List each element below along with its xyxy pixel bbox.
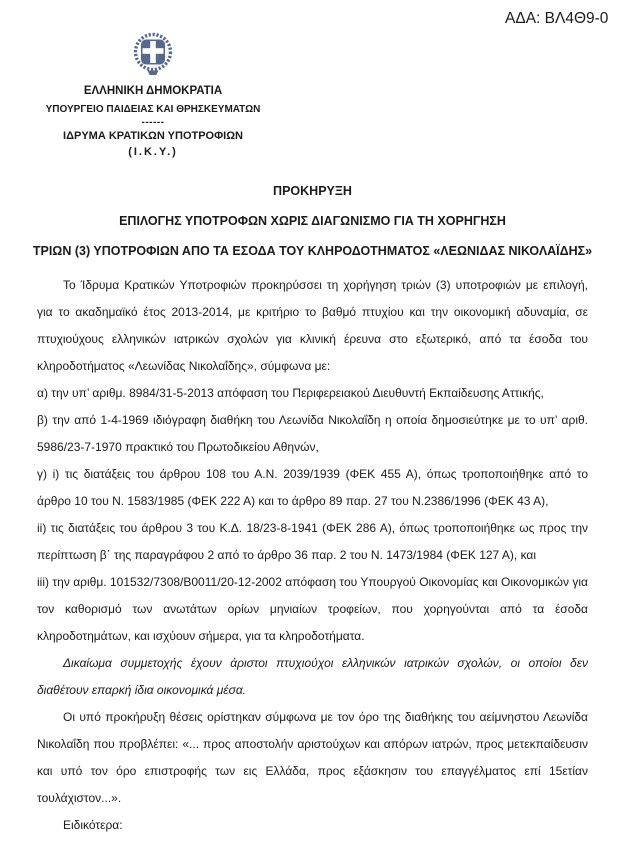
title-line-3: ΤΡΙΩΝ (3) ΥΠΟΤΡΟΦΙΩΝ ΑΠΟ ΤΑ ΕΣΟΔΑ ΤΟΥ ΚΛΗΡΟΔΟΤΗΜΑΤΟΣ «ΛΕΩΝΙΔΑΣ ΝΙΚΟΛΑΪΔΗΣ» — [32, 244, 593, 258]
letterhead — [18, 31, 288, 159]
hellenic-coat-of-arms-icon — [130, 31, 176, 79]
paragraph-item-c-i: γ) i) τις διατάξεις του άρθρου 108 του Α.Ν. 2039/1939 (ΦΕΚ 455 Α), όπως τροποποιήθηκε από το άρθρο 10 του Ν. 1583/1985 (ΦΕΚ 222 Α) και το άρθρο 89 παρ. 27 του Ν.2386/1996 (ΦΕΚ 43 Α), — [37, 467, 588, 508]
paragraph-will-quote: Οι υπό προκήρυξη θέσεις ορίστηκαν σύμφωνα με τον όρο της διαθήκης του αείμνηστου Λεωνίδα Νικολαΐδη που προβλέπει: «... προς αποστολήν αριστούχων και απόρων ιατρών, προς μετεκπαίδευσιν και υπό τον όρο επιστροφής των εις Ελλάδα, προς εξάσκησιν του επαγγέλματος επί 15ετίαν τουλάχιστον...». — [37, 710, 588, 805]
letterhead-foundation-abbreviation: (Ι.Κ.Υ.) — [128, 145, 178, 158]
letterhead-ministry: ΥΠΟΥΡΓΕΙΟ ΠΑΙΔΕΙΑΣ ΚΑΙ ΘΡΗΣΚΕΥΜΑΤΩΝ — [45, 103, 261, 115]
letterhead-republic: ΕΛΛΗΝΙΚΗ ΔΗΜΟΚΡΑΤΙΑ — [83, 85, 223, 97]
letterhead-foundation: ΙΔΡΥΜΑ ΚΡΑΤΙΚΩΝ ΥΠΟΤΡΟΦΙΩΝ — [63, 129, 243, 142]
paragraph-more-specifically: Ειδικότερα: — [63, 818, 123, 832]
paragraph-item-c-ii: ii) τις διατάξεις του άρθρου 3 του Κ.Δ. 18/23-8-1941 (ΦΕΚ 286 Α), όπως τροποποιήθηκε ως προς την περίπτωση β΄ της παραγράφου 2 από το άρθρο 36 παρ. 2 του Ν. 1473/1984 (ΦΕΚ 127 Α), και — [37, 521, 588, 562]
paragraph-item-b: β) την από 1-4-1969 ιδιόγραφη διαθήκη του Λεωνίδα Νικολαΐδη η οποία δημοσιεύτηκε με το υπ’ αριθ. 5986/23-7-1970 πρακτικό του Πρωτοδικείου Αθηνών, — [37, 413, 588, 454]
letterhead-divider: ------ — [141, 116, 165, 128]
title-line-1: ΠΡΟΚΗΡΥΞΗ — [273, 184, 352, 198]
paragraph-intro: Το Ίδρυμα Κρατικών Υποτροφιών προκηρύσσει τη χορήγηση τριών (3) υποτροφιών με επιλογή, για το ακαδημαϊκό έτος 2013-2014, με κριτήριο το βαθμό πτυχίου και την οικονομική αδυναμία, σε πτυχιούχους ελληνικών ιατρικών σχολών για κλινική έρευνα στο εξωτερικό, από τα έσοδα του κληροδοτήματος «Λεωνίδας Νικολαΐδης», σύμφωνα με: — [37, 278, 588, 373]
document-title — [0, 176, 625, 266]
paragraph-item-c-iii: iii) την αριθμ. 101532/7308/Β0011/20-12-2002 απόφαση του Υπουργού Οικονομίας και Οικονομικών για τον καθορισμό των ανωτάτων ορίων μηνιαίων τροφείων, που χορηγούνται από τα έσοδα κληροδοτημάτων, και ισχύουν σήμερα, για τα κληροδοτήματα. — [37, 575, 588, 643]
ada-code: ΑΔΑ: ΒΛ4Θ9-0 — [505, 10, 609, 27]
document-body — [37, 272, 588, 839]
emblem-container — [18, 31, 288, 81]
paragraph-item-a: α) την υπ’ αριθμ. 8984/31-5-2013 απόφαση του Περιφερειακού Διευθυντή Εκπαίδευσης Αττικής, — [37, 386, 544, 400]
paragraph-eligibility: Δικαίωμα συμμετοχής έχουν άριστοι πτυχιούχοι ελληνικών ιατρικών σχολών, οι οποίοι δεν διαθέτουν επαρκή ίδια οικονομικά μέσα. — [37, 656, 588, 697]
title-line-2: ΕΠΙΛΟΓΗΣ ΥΠΟΤΡΟΦΩΝ ΧΩΡΙΣ ΔΙΑΓΩΝΙΣΜΟ ΓΙΑ ΤΗ ΧΟΡΗΓΗΣΗ — [119, 214, 506, 228]
